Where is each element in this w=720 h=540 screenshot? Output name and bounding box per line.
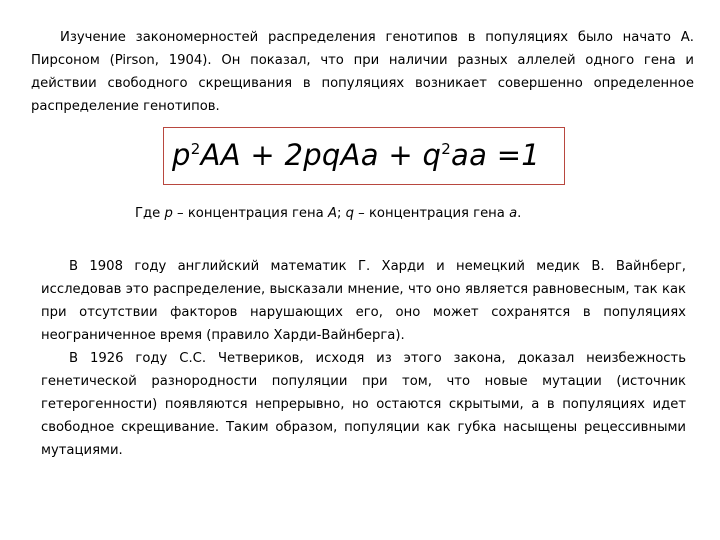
legend-q: q bbox=[345, 206, 354, 221]
hardy-weinberg-paragraph: В 1908 году английский математик Г. Харди и немецкий медик В. Вайнберг, исследовав это распределение, высказали мнение, что оно является равновесным, так как при отсутствии факторов нарушающих его, оно может сохранятся в популяциях неограниченное время (правило Харди-Вайнберга). bbox=[41, 259, 686, 343]
legend-prefix: Где bbox=[135, 206, 165, 221]
legend-text-2: ; bbox=[336, 206, 346, 221]
formula-exponent-2: 2 bbox=[441, 140, 452, 158]
formula-p: p bbox=[172, 138, 191, 172]
hardy-weinberg-formula bbox=[172, 135, 540, 175]
legend-end: . bbox=[517, 206, 522, 221]
formula-box bbox=[163, 127, 565, 185]
formula-legend bbox=[135, 203, 521, 225]
formula-part-2: aa =1 bbox=[451, 138, 541, 172]
legend-p: p bbox=[164, 206, 173, 221]
legend-A: A bbox=[327, 206, 337, 221]
formula-part-1: AA + 2pqAa + q bbox=[200, 138, 442, 172]
legend-text-3: – концентрация гена bbox=[353, 206, 510, 221]
legend-text-1: – концентрация гена bbox=[172, 206, 328, 221]
formula-exponent-1: 2 bbox=[190, 140, 201, 158]
intro-paragraph: Изучение закономерностей распределения генотипов в популяциях было начато А. Пирсоном (Pirson, 1904). Он показал, что при наличии разных аллелей одного гена и действии свободного скрещивания в популяциях возникает совершенно определенное распределение генотипов. bbox=[31, 30, 694, 114]
legend-a: a bbox=[509, 206, 518, 221]
chetverikov-paragraph: В 1926 году С.С. Четвериков, исходя из этого закона, доказал неизбежность генетической разнородности популяции при том, что новые мутации (источник гетерогенности) появляются непрерывно, но остаются скрытыми, а в популяциях идет свободное скрещивание. Таким образом, популяции как губка насыщены рецессивными мутациями. bbox=[41, 351, 686, 458]
